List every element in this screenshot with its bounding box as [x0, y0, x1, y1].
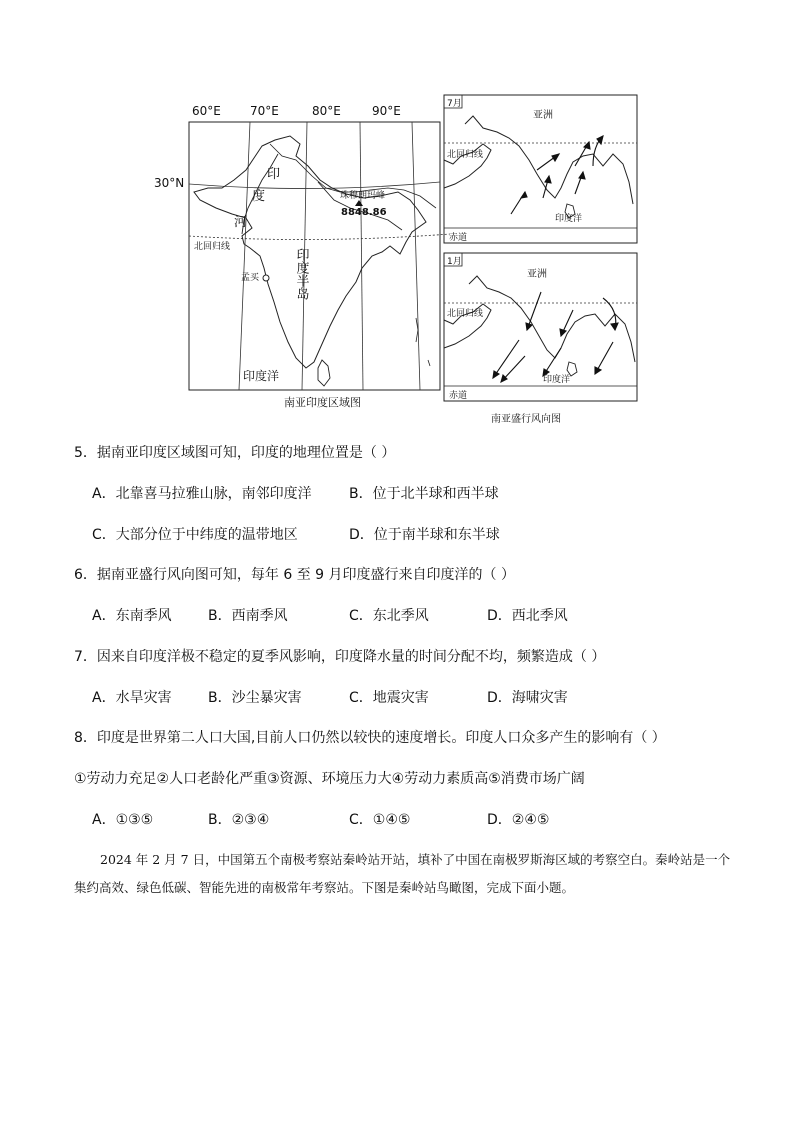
question-7-option-a: A．水旱灾害: [92, 690, 172, 706]
question-8-option-a: A．①③⑤: [92, 812, 154, 828]
question-8-option-c: C．①④⑤: [349, 812, 411, 828]
january-wind-map: [443, 252, 639, 404]
question-6-option-b: B．西南季风: [208, 608, 288, 624]
label-du: 度: [252, 189, 266, 204]
july-asia-label: 亚洲: [533, 110, 553, 121]
qinling-station-passage: 2024 年 2 月 7 日，中国第五个南极考察站秦岭站开站，填补了中国在南极罗斯海区域的考察空白。秦岭站是一个集约高效、绿色低碳、智能先进的南极常年考察站。下图是秦岭站鸟瞰图，完成下面小题。: [74, 852, 731, 895]
question-8-stem: 8．印度是世界第二人口大国,目前人口仍然以较快的速度增长。印度人口众多产生的影响有（ ）: [74, 730, 666, 746]
india-outline: [194, 136, 426, 368]
january-tropic-label: 北回归线: [447, 309, 484, 319]
label-he: 河: [234, 215, 248, 230]
label-ocean: 印度洋: [243, 369, 280, 383]
january-equator-label: 赤道: [449, 391, 468, 401]
july-ocean-label: 印度洋: [555, 214, 583, 224]
question-7-option-c: C．地震灾害: [349, 690, 429, 706]
label-everest-name: 珠穆朗玛峰: [340, 191, 386, 201]
january-asia-label: 亚洲: [527, 269, 547, 280]
question-7-option-d: D．海啸灾害: [487, 690, 568, 706]
label-everest-height: 8848.86: [341, 207, 387, 218]
question-8-statements: ①劳动力充足②人口老龄化严重③资源、环境压力大④劳动力素质高⑤消费市场广阔: [74, 771, 585, 787]
tropic-label: 北回归线: [194, 242, 231, 252]
question-8-option-b: B．②③④: [208, 812, 270, 828]
january-ocean-label: 印度洋: [543, 375, 571, 385]
july-tropic-label: 北回归线: [447, 150, 484, 160]
south-asia-region-map: [150, 96, 450, 412]
label-mumbai: 孟买: [241, 273, 260, 283]
right-map-caption: 南亚盛行风向图: [491, 414, 561, 425]
question-5-option-a: A．北靠喜马拉雅山脉，南邻印度洋: [92, 486, 312, 502]
july-equator-label: 赤道: [449, 233, 468, 243]
question-6-stem: 6．据南亚盛行风向图可知，每年 6 至 9 月印度盛行来自印度洋的（ ）: [74, 567, 515, 583]
lat-label-30n: 30°N: [154, 176, 185, 190]
question-7-option-b: B．沙尘暴灾害: [208, 690, 302, 706]
question-5-stem: 5．据南亚印度区域图可知，印度的地理位置是（ ）: [74, 445, 396, 461]
map-frame: [189, 122, 440, 390]
left-map-caption: 南亚印度区域图: [284, 396, 361, 409]
july-wind-map: [443, 94, 639, 246]
label-peninsula: 印度半岛: [293, 248, 309, 300]
lon-label-90e: 90°E: [372, 104, 401, 118]
question-6-option-a: A．东南季风: [92, 608, 172, 624]
lon-label-80e: 80°E: [312, 104, 341, 118]
question-5-option-d: D．位于南半球和东半球: [349, 527, 500, 543]
july-month-label: 7月: [447, 99, 462, 109]
lon-label-60e: 60°E: [192, 104, 221, 118]
question-6-option-c: C．东北季风: [349, 608, 429, 624]
january-month-label: 1月: [447, 257, 462, 267]
question-6-option-d: D．西北季风: [487, 608, 568, 624]
question-7-stem: 7．因来自印度洋极不稳定的夏季风影响，印度降水量的时间分配不均，频繁造成（ ）: [74, 649, 606, 665]
question-5-option-c: C．大部分位于中纬度的温带地区: [92, 527, 298, 543]
question-8-option-d: D．②④⑤: [487, 812, 550, 828]
label-yin: 印: [267, 167, 281, 182]
question-5-option-b: B．位于北半球和西半球: [349, 486, 499, 502]
lon-label-70e: 70°E: [250, 104, 279, 118]
